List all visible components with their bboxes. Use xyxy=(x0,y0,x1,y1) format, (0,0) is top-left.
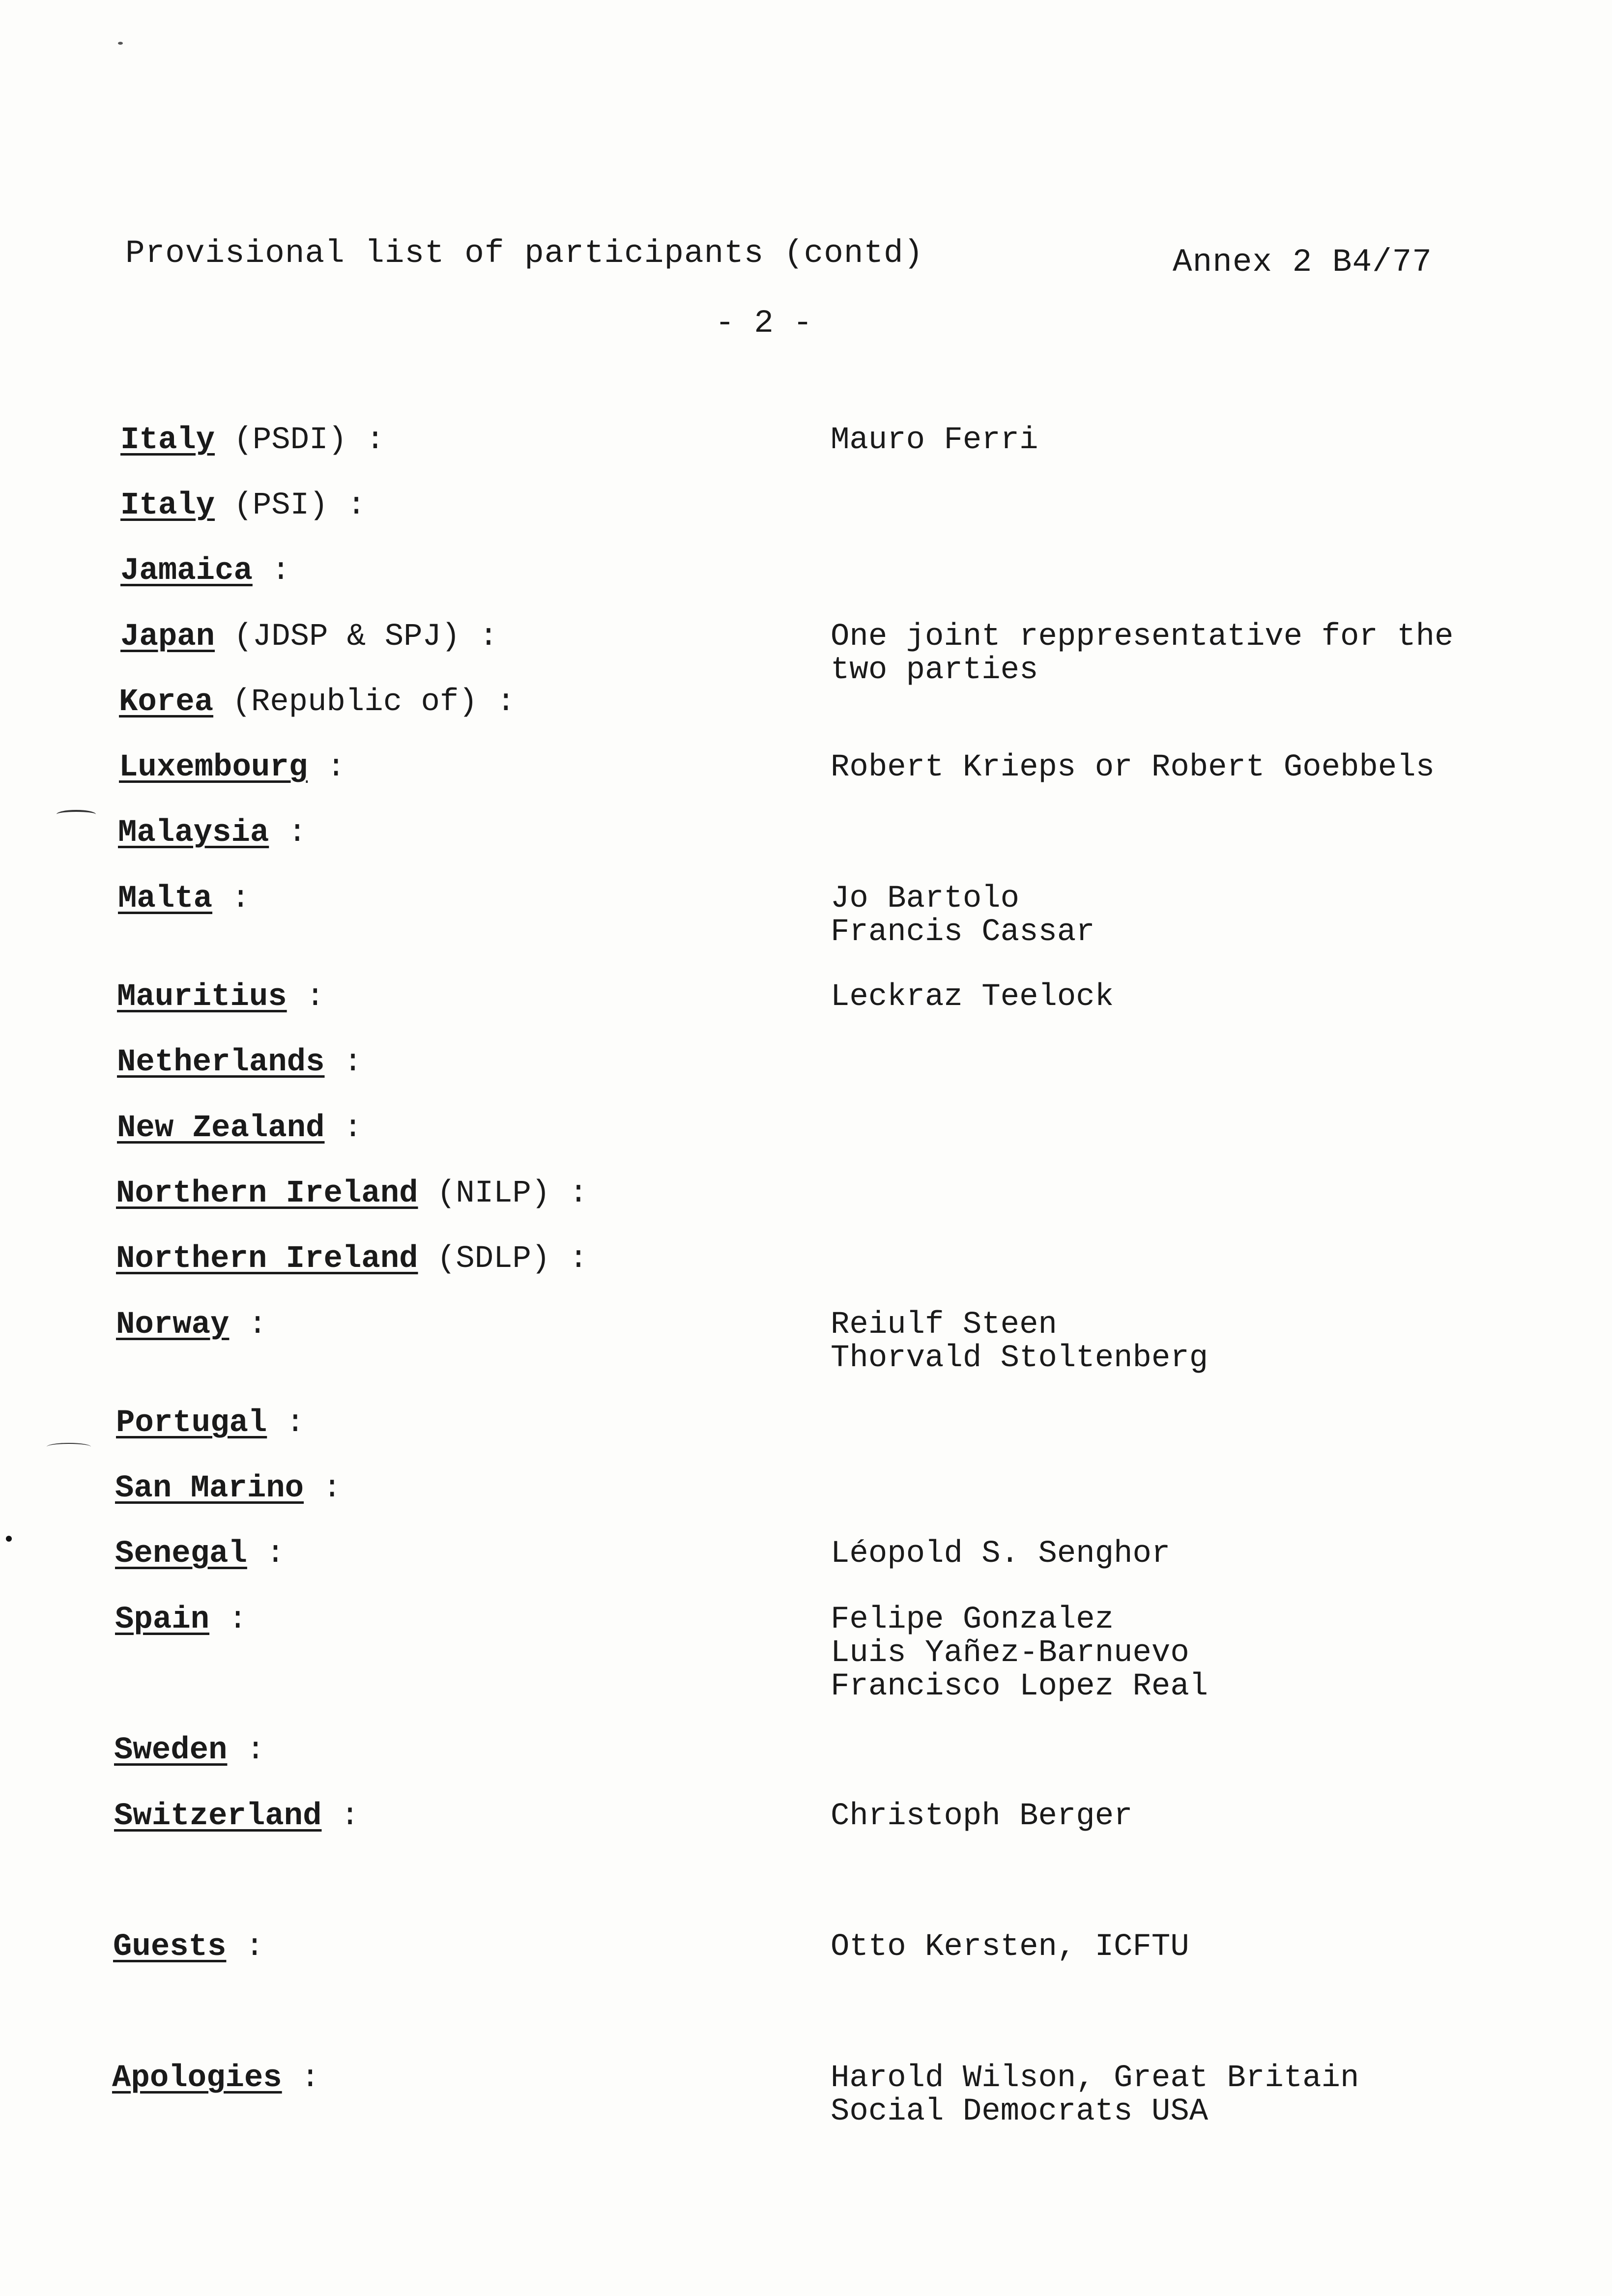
separator-colon: : xyxy=(569,1176,588,1211)
country-name: Mauritius xyxy=(117,979,287,1015)
party-qualifier: (NILP) xyxy=(436,1176,550,1211)
country-name: San Marino xyxy=(115,1471,304,1506)
party-qualifier: (PSI) xyxy=(233,488,328,523)
separator-colon: : xyxy=(496,685,516,720)
country-name: Sweden xyxy=(114,1733,228,1768)
delegate-name: Felipe Gonzalez xyxy=(831,1602,1114,1637)
delegate-name: Harold Wilson, Great Britain xyxy=(831,2061,1359,2096)
party-qualifier: (Republic of) xyxy=(232,685,478,720)
country-name: New Zealand xyxy=(117,1111,325,1146)
delegate-name: Reiulf Steen xyxy=(831,1307,1057,1343)
country-name: Netherlands xyxy=(117,1045,325,1080)
delegate-name: Robert Krieps or Robert Goebbels xyxy=(831,750,1435,785)
country-label xyxy=(116,1177,588,1210)
country-label xyxy=(116,1242,588,1276)
separator-colon: : xyxy=(343,1045,363,1080)
delegate-names xyxy=(831,1930,1189,1964)
country-label xyxy=(113,1930,264,1964)
separator-colon: : xyxy=(322,1471,342,1506)
delegate-name: Leckraz Teelock xyxy=(831,979,1114,1015)
country-label xyxy=(115,1472,342,1505)
scan-speck xyxy=(118,42,123,45)
delegate-names xyxy=(831,1537,1170,1571)
country-name: Northern Ireland xyxy=(116,1176,418,1211)
separator-colon: : xyxy=(231,881,250,917)
separator-colon: : xyxy=(301,2061,320,2096)
delegate-names xyxy=(831,882,1095,949)
party-qualifier: (SDLP) xyxy=(436,1241,550,1277)
party-qualifier: (JDSP & SPJ) xyxy=(233,619,461,655)
scan-speck xyxy=(6,1536,12,1542)
delegate-name: Léopold S. Senghor xyxy=(831,1536,1171,1572)
country-label xyxy=(119,686,516,719)
separator-colon: : xyxy=(343,1111,363,1146)
country-name: Northern Ireland xyxy=(116,1241,418,1277)
country-name: Norway xyxy=(116,1307,230,1343)
delegate-name: Otto Kersten, ICFTU xyxy=(831,1929,1189,1965)
country-label xyxy=(119,751,345,784)
country-label xyxy=(120,620,498,654)
country-name: Italy xyxy=(120,488,215,523)
country-name: Switzerland xyxy=(114,1799,322,1834)
delegate-names xyxy=(831,620,1453,687)
separator-colon: : xyxy=(271,553,290,589)
country-label xyxy=(117,1112,362,1145)
document-title: Provisional list of participants (contd) xyxy=(125,235,924,272)
country-label xyxy=(115,1603,247,1636)
separator-colon: : xyxy=(248,1307,267,1343)
delegate-names xyxy=(831,1603,1208,1703)
country-label xyxy=(120,489,366,522)
delegate-name: two parties xyxy=(831,653,1038,688)
page-number: - 2 - xyxy=(715,305,813,342)
delegate-name: One joint reppresentative for the xyxy=(831,619,1454,655)
delegate-names xyxy=(831,2062,1359,2128)
country-name: Senegal xyxy=(115,1536,247,1572)
country-label xyxy=(117,980,324,1014)
separator-colon: : xyxy=(228,1602,247,1637)
country-label xyxy=(116,1406,305,1440)
country-name: Spain xyxy=(115,1602,210,1637)
country-label xyxy=(117,1046,362,1079)
delegate-name: Social Democrats USA xyxy=(831,2094,1209,2129)
country-name: Apologies xyxy=(112,2061,282,2096)
country-label xyxy=(120,554,290,588)
delegate-names xyxy=(831,424,1038,457)
delegate-names xyxy=(831,980,1114,1014)
country-label xyxy=(120,424,385,457)
country-name: Korea xyxy=(119,685,214,720)
country-label xyxy=(116,1308,267,1342)
country-name: Japan xyxy=(120,619,215,655)
separator-colon: : xyxy=(286,1406,305,1441)
document-reference: Annex 2 B4/77 xyxy=(1173,244,1432,281)
separator-colon: : xyxy=(340,1799,360,1834)
country-label xyxy=(115,1537,285,1571)
separator-colon: : xyxy=(479,619,498,655)
separator-colon: : xyxy=(366,423,385,458)
country-label xyxy=(112,2062,319,2095)
delegate-name: Francisco Lopez Real xyxy=(831,1669,1209,1704)
country-name: Malaysia xyxy=(118,815,269,851)
delegate-names xyxy=(831,1308,1208,1375)
delegate-name: Francis Cassar xyxy=(831,915,1095,950)
country-label xyxy=(114,1800,359,1833)
separator-colon: : xyxy=(245,1929,264,1965)
country-label xyxy=(114,1734,265,1767)
country-name: Portugal xyxy=(116,1406,267,1441)
separator-colon: : xyxy=(569,1241,588,1277)
delegate-name: Jo Bartolo xyxy=(831,881,1020,917)
delegate-name: Christoph Berger xyxy=(831,1799,1133,1834)
country-name: Luxembourg xyxy=(119,750,308,785)
country-label xyxy=(118,816,307,850)
delegate-name: Mauro Ferri xyxy=(831,423,1038,458)
separator-colon: : xyxy=(326,750,345,785)
separator-colon: : xyxy=(266,1536,285,1572)
country-name: Italy xyxy=(120,423,215,458)
delegate-names xyxy=(831,751,1435,784)
scan-mark xyxy=(57,810,96,819)
delegate-name: Luis Yañez-Barnuevo xyxy=(831,1636,1189,1671)
country-name: Jamaica xyxy=(120,553,253,589)
delegate-names xyxy=(831,1800,1133,1833)
separator-colon: : xyxy=(246,1733,265,1768)
delegate-name: Thorvald Stoltenberg xyxy=(831,1341,1209,1376)
country-label xyxy=(118,882,250,916)
separator-colon: : xyxy=(306,979,325,1015)
separator-colon: : xyxy=(288,815,307,851)
separator-colon: : xyxy=(346,488,366,523)
country-name: Guests xyxy=(113,1929,227,1965)
party-qualifier: (PSDI) xyxy=(233,423,347,458)
scan-mark xyxy=(47,1443,91,1451)
country-name: Malta xyxy=(118,881,213,917)
